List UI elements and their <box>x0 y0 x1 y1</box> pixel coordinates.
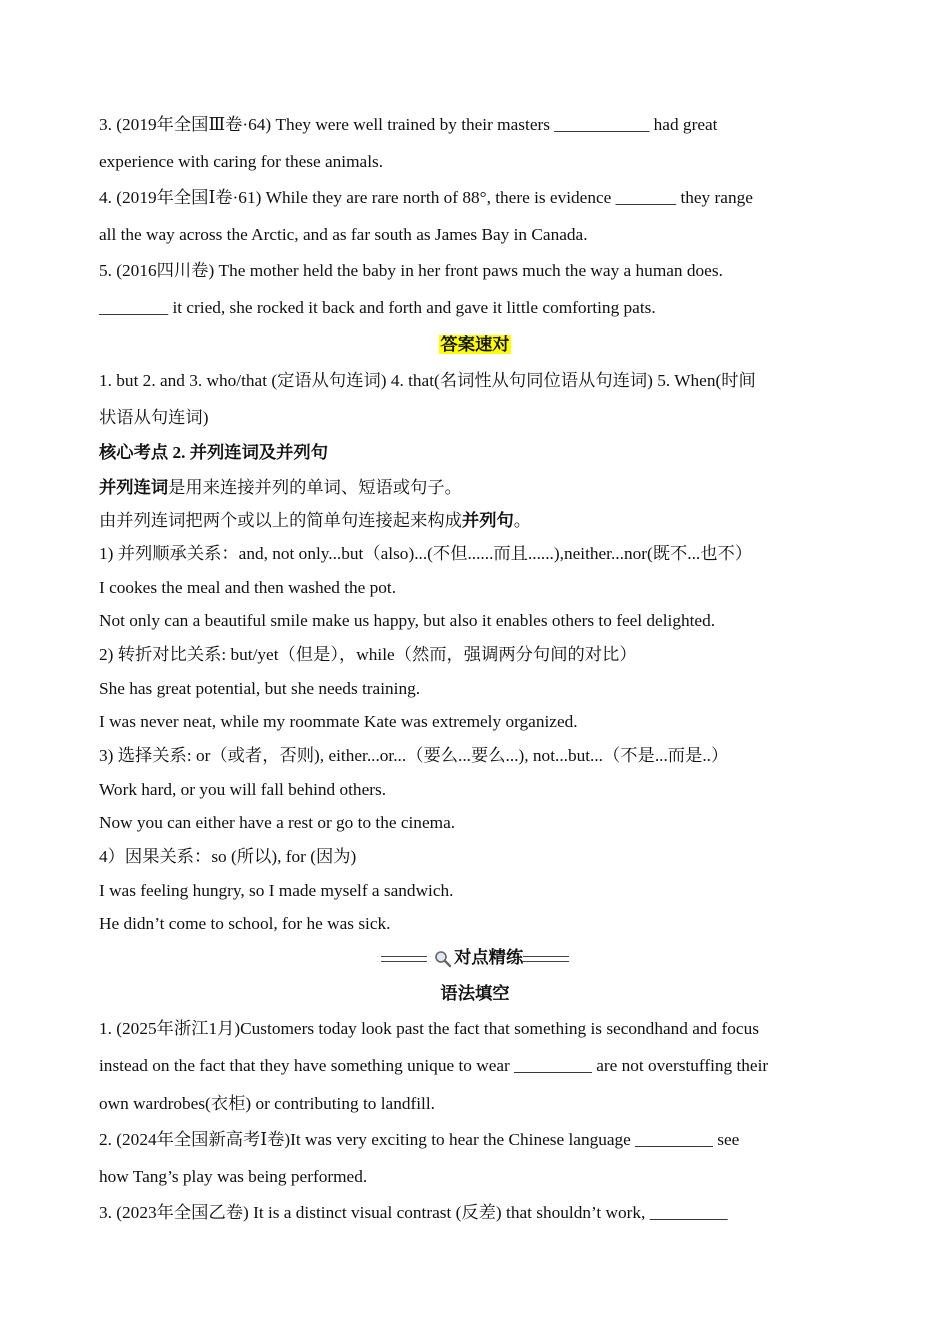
definition-text: 是用来连接并列的单词、短语或句子。 <box>168 478 462 497</box>
practice-line: instead on the fact that they have something unique to wear _________ are not overstuffing their <box>99 1056 769 1075</box>
answer-line: 1. but 2. and 3. who/that (定语从句连词) 4. that(名词性从句同位语从句连词) 5. When(时间 <box>99 371 756 390</box>
example-line: I was never neat, while my roommate Kate was extremely organized. <box>99 712 578 731</box>
answer-line: 状语从句连词) <box>99 408 209 427</box>
definition-text: 。 <box>513 511 532 530</box>
example-line: Not only can a beautiful smile make us happy, but also it enables others to feel delighted. <box>99 611 716 630</box>
practice-line: how Tang’s play was being performed. <box>99 1167 368 1186</box>
practice-banner-title: 对点精练 <box>454 948 524 967</box>
example-line: I was feeling hungry, so I made myself a sandwich. <box>99 881 454 900</box>
question-line: experience with caring for these animals. <box>99 152 384 171</box>
rule-line: 3) 选择关系: or（或者，否则), either...or...（要么...要么...), not...but...（不是...而是..） <box>99 746 729 765</box>
practice-line: 1. (2025年浙江1月)Customers today look past the fact that something is secondhand and focus <box>99 1019 759 1038</box>
practice-line: 3. (2023年全国乙卷) It is a distinct visual contrast (反差) that shouldn’t work, _________ <box>99 1203 728 1222</box>
definition-2 <box>99 510 531 532</box>
answer-heading: 答案速对 <box>440 335 510 354</box>
example-line: I cookes the meal and then washed the pot. <box>99 578 397 597</box>
practice-line: own wardrobes(衣柜) or contributing to landfill. <box>99 1094 435 1113</box>
question-line: 3. (2019年全国Ⅲ卷·64) They were well trained by their masters ___________ had great <box>99 115 718 134</box>
example-line: Work hard, or you will fall behind others. <box>99 780 387 799</box>
example-line: Now you can either have a rest or go to the cinema. <box>99 813 456 832</box>
practice-banner <box>0 947 950 969</box>
question-line: ________ it cried, she rocked it back and forth and gave it little comforting pats. <box>99 298 656 317</box>
decorative-rule-left <box>381 956 427 962</box>
answer-heading-row <box>0 334 950 356</box>
rule-line: 1) 并列顺承关系：and, not only...but（also)...(不但......而且......),neither...nor(既不...也不） <box>99 544 753 563</box>
question-line: 4. (2019年全国Ⅰ卷·61) While they are rare north of 88°, there is evidence _______ they range <box>99 188 753 207</box>
rule-line: 4）因果关系：so (所以), for (因为) <box>99 847 357 866</box>
example-line: He didn’t come to school, for he was sick. <box>99 914 391 933</box>
question-line: all the way across the Arctic, and as far south as James Bay in Canada. <box>99 225 588 244</box>
section-title: 核心考点 2. 并列连词及并列句 <box>99 443 328 462</box>
example-line: She has great potential, but she needs training. <box>99 679 421 698</box>
practice-line: 2. (2024年全国新高考Ⅰ卷)It was very exciting to hear the Chinese language _________ see <box>99 1130 740 1149</box>
definition-text: 由并列连词把两个或以上的简单句连接起来构成 <box>99 511 462 530</box>
magnifier-icon <box>434 950 452 968</box>
term-compound-sentence: 并列句 <box>461 511 514 530</box>
definition-1 <box>99 477 462 499</box>
question-line: 5. (2016四川卷) The mother held the baby in her front paws much the way a human does. <box>99 261 723 280</box>
term-coordinating-conjunction: 并列连词 <box>99 478 169 497</box>
decorative-rule-right <box>523 956 569 962</box>
practice-subheading: 语法填空 <box>440 984 510 1003</box>
rule-line: 2) 转折对比关系: but/yet（但是），while（然而，强调两分句间的对比） <box>99 645 637 664</box>
